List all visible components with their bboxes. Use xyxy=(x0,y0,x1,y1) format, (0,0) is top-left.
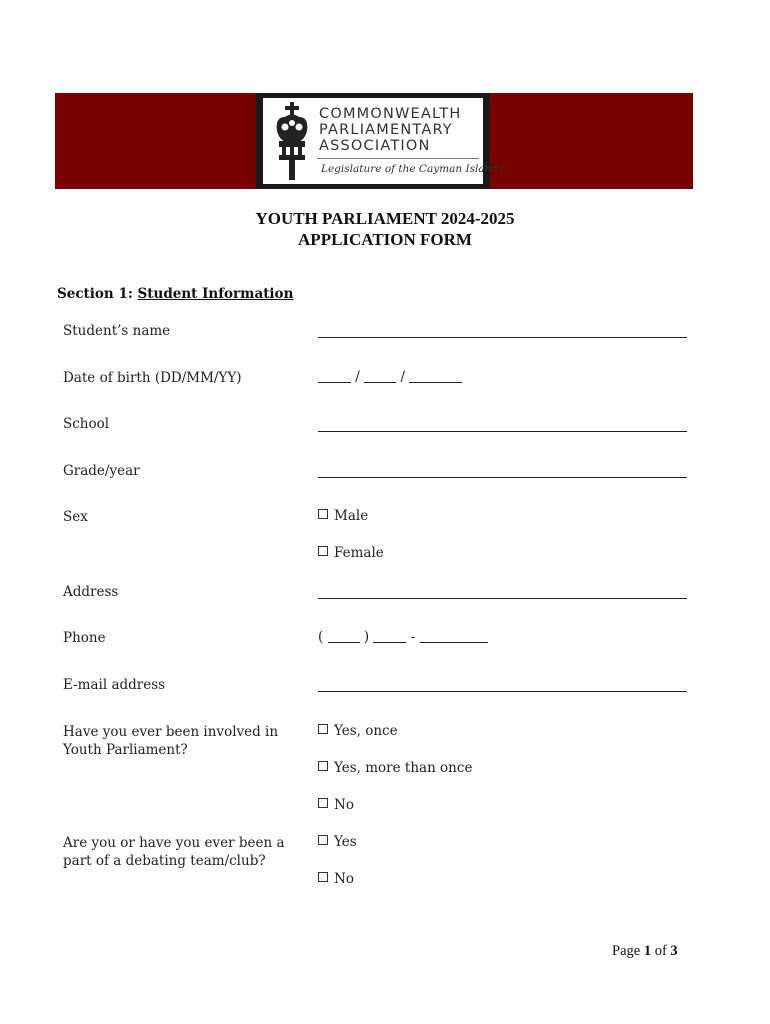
option-label: Male xyxy=(334,508,369,524)
page-current: 1 xyxy=(643,943,652,959)
form-subtitle: APPLICATION FORM xyxy=(298,230,472,249)
debate-question-label: Are you or have you ever been a part of a debating team/club? xyxy=(63,835,285,869)
org-name-line2: PARLIAMENTARY xyxy=(319,122,453,138)
yp-question-label: Have you ever been involved in Youth Parliament? xyxy=(63,724,279,758)
name-label: Student’s name xyxy=(63,323,171,339)
phone-area-blank[interactable] xyxy=(328,630,360,643)
option-label: No xyxy=(334,871,354,887)
logo-divider xyxy=(317,158,479,159)
checkbox-icon[interactable] xyxy=(318,798,328,808)
sex-option-female[interactable] xyxy=(318,545,384,561)
cpa-logo xyxy=(256,93,504,189)
form-title: YOUTH PARLIAMENT 2024-2025 xyxy=(255,209,515,228)
grade-field[interactable] xyxy=(318,465,687,478)
dob-day-blank[interactable] xyxy=(318,370,351,383)
option-label: Yes xyxy=(334,834,357,850)
checkbox-icon[interactable] xyxy=(318,724,328,734)
grade-label: Grade/year xyxy=(63,463,140,479)
page-total: 3 xyxy=(670,943,678,959)
option-label: Female xyxy=(334,545,384,561)
phone-dash: - xyxy=(410,629,416,645)
school-field[interactable] xyxy=(318,419,687,432)
dob-label: Date of birth (DD/MM/YY) xyxy=(63,370,242,386)
yp-option-more[interactable] xyxy=(318,760,472,776)
sex-option-male[interactable] xyxy=(318,508,368,524)
address-field[interactable] xyxy=(318,586,687,599)
legislature-name: Legislature of the Cayman Islands xyxy=(321,163,504,175)
checkbox-icon[interactable] xyxy=(318,546,328,556)
option-label: Yes, more than once xyxy=(334,760,473,776)
phone-line-blank[interactable] xyxy=(420,630,488,643)
of-word: of xyxy=(654,943,667,959)
org-name-line3: ASSOCIATION xyxy=(319,138,431,154)
phone-prefix-blank[interactable] xyxy=(373,630,406,643)
phone-paren-open: ( xyxy=(318,629,324,645)
crest-icon xyxy=(271,101,313,181)
section-name: Student Information xyxy=(137,286,294,302)
checkbox-icon[interactable] xyxy=(318,835,328,845)
section-heading xyxy=(57,286,293,302)
checkbox-icon[interactable] xyxy=(318,761,328,771)
dob-month-blank[interactable] xyxy=(364,370,396,383)
email-field[interactable] xyxy=(318,679,687,692)
dob-year-blank[interactable] xyxy=(409,370,462,383)
debate-option-yes[interactable] xyxy=(318,834,357,850)
section-prefix: Section 1: xyxy=(57,286,138,302)
phone-paren-close: ) xyxy=(363,629,370,645)
school-label: School xyxy=(63,416,110,432)
page-number xyxy=(612,943,678,960)
sex-label: Sex xyxy=(63,509,88,525)
dob-field[interactable] xyxy=(318,369,462,385)
debate-option-no[interactable] xyxy=(318,871,354,887)
name-field[interactable] xyxy=(318,325,687,338)
email-label: E-mail address xyxy=(63,677,166,693)
option-label: No xyxy=(334,797,354,813)
option-label: Yes, once xyxy=(334,723,398,739)
checkbox-icon[interactable] xyxy=(318,509,328,519)
address-label: Address xyxy=(63,584,119,600)
yp-option-once[interactable] xyxy=(318,723,398,739)
phone-field[interactable] xyxy=(318,629,488,645)
org-name-line1: COMMONWEALTH xyxy=(319,106,462,122)
phone-label: Phone xyxy=(63,630,106,646)
yp-option-no[interactable] xyxy=(318,797,354,813)
page-word: Page xyxy=(612,943,641,959)
dob-separator: / xyxy=(400,369,406,385)
checkbox-icon[interactable] xyxy=(318,872,328,882)
dob-separator: / xyxy=(355,369,360,385)
